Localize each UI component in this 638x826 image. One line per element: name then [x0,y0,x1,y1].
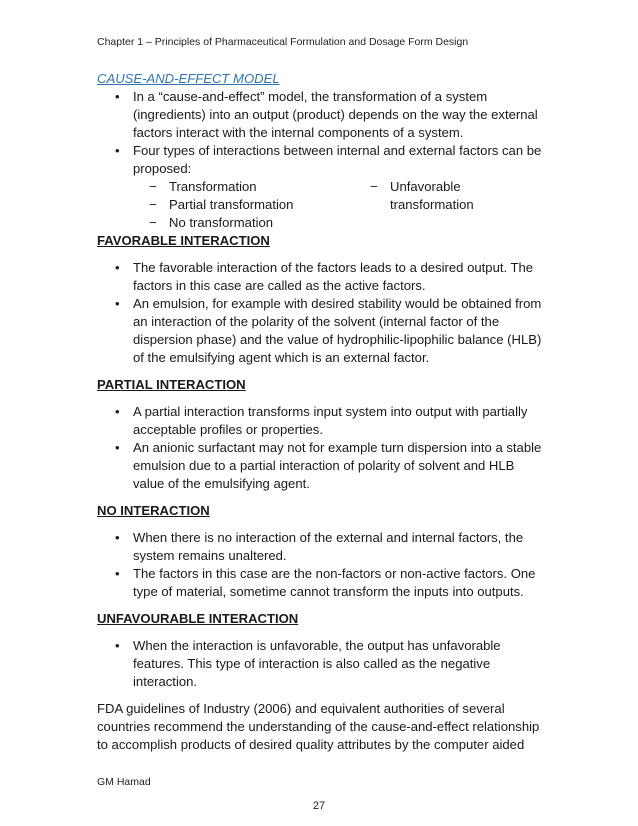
sub-list-item: − Transformation [97,178,370,196]
interaction-types-right [370,178,520,232]
sub-list-item: − No transformation [97,214,370,232]
list-item: • When the interaction is unfavorable, the output has unfavorable features. This type of interaction is also called as the negative interaction. [97,637,547,691]
section-heading-unfavourable: UNFAVOURABLE INTERACTION [97,611,299,626]
list-item: • When there is no interaction of the external and internal factors, the system remains unaltered. [97,529,547,565]
section-heading-partial: PARTIAL INTERACTION [97,377,246,392]
list-item: • A partial interaction transforms input system into output with partially acceptable profiles or properties. [97,403,547,439]
sub-list-item: − Unfavorable transformation [370,178,520,214]
section-heading-no-interaction: NO INTERACTION [97,503,210,518]
cause-effect-bullets [97,88,547,178]
page-content [97,70,547,754]
unfavourable-bullets [97,637,547,691]
sub-list-item: − Partial transformation [97,196,370,214]
list-item: • An anionic surfactant may not for example turn dispersion into a stable emulsion due to a partial interaction of polarity of solvent and HLB value of the emulsifying agent. [97,439,547,493]
section-heading-favorable: FAVORABLE INTERACTION [97,233,270,248]
interaction-types-list [97,178,547,232]
interaction-types-left [97,178,370,232]
footer-author: GM Hamad [97,776,151,788]
closing-paragraph: FDA guidelines of Industry (2006) and equivalent authorities of several countries recommend the understanding of the cause-and-effect relationship to accomplish products of desired quality attributes by the computer aided [97,701,540,752]
list-item: • In a “cause-and-effect” model, the transformation of a system (ingredients) into an output (product) depends on the way the external factors interact with the internal components of a system. [97,88,547,142]
running-header: Chapter 1 – Principles of Pharmaceutical Formulation and Dosage Form Design [97,36,469,48]
list-item: • An emulsion, for example with desired stability would be obtained from an interaction of the polarity of the solvent (internal factor of the dispersion phase) and the value of hydrophilic-lipophilic balance (HLB) of the emulsifying agent which is an external factor. [97,295,547,367]
list-item: • Four types of interactions between internal and external factors can be proposed: [97,142,547,178]
partial-bullets [97,403,547,493]
page-number: 27 [312,800,326,812]
favorable-bullets [97,259,547,367]
list-item: • The factors in this case are the non-factors or non-active factors. One type of material, sometime cannot transform the inputs into outputs. [97,565,547,601]
section-heading-cause-effect[interactable]: CAUSE-AND-EFFECT MODEL [97,71,280,86]
no-interaction-bullets [97,529,547,601]
list-item: • The favorable interaction of the factors leads to a desired output. The factors in this case are called as the active factors. [97,259,547,295]
